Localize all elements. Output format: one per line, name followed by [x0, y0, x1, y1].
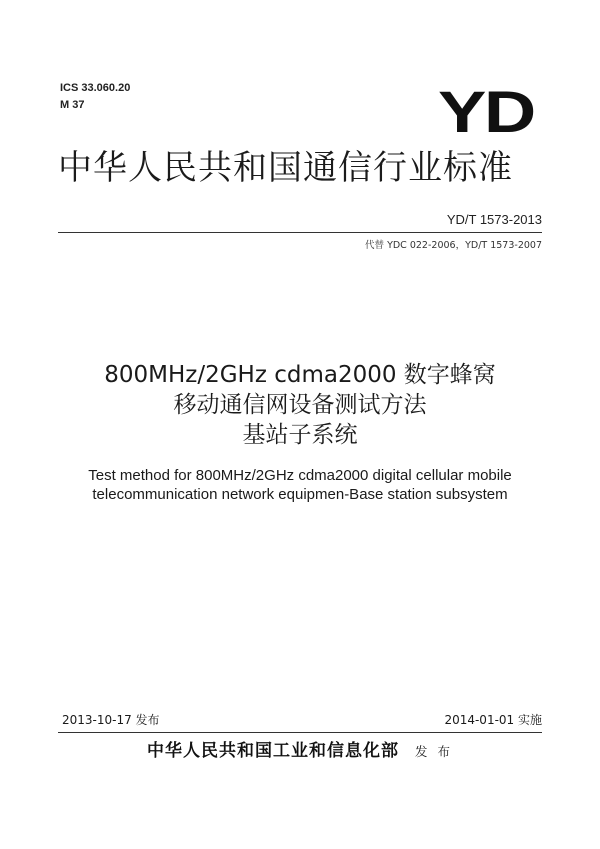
organization-title: 中华人民共和国通信行业标准 — [58, 148, 513, 188]
yd-logo: YD — [438, 80, 534, 145]
chinese-title-line-3: 基站子系统 — [242, 422, 358, 448]
chinese-title-line-2: 移动通信网设备测试方法 — [173, 392, 427, 418]
ccs-code: M 37 — [60, 99, 85, 111]
top-divider — [58, 232, 542, 233]
chinese-title — [0, 360, 600, 450]
standard-number: YD/T 1573-2013 — [446, 212, 542, 227]
chinese-title-line-1: 800MHz/2GHz cdma2000 数字蜂窝 — [104, 362, 496, 388]
english-title-line-1: Test method for 800MHz/2GHz cdma2000 digital cellular mobile — [88, 467, 512, 484]
bottom-divider — [58, 732, 542, 733]
implementation-date: 2014-01-01 实施 — [444, 713, 542, 727]
publish-verb: 发 布 — [415, 744, 453, 759]
classification-codes — [60, 80, 130, 114]
english-title-line-2: telecommunication network equipmen-Base station subsystem — [92, 486, 508, 503]
issue-date: 2013-10-17 发布 — [62, 713, 160, 727]
publisher-row — [0, 740, 600, 763]
english-title — [0, 466, 600, 504]
publisher-name: 中华人民共和国工业和信息化部 — [147, 741, 399, 761]
ics-code: ICS 33.060.20 — [60, 82, 131, 94]
replaces-standards: 代替 YDC 022-2006，YD/T 1573-2007 — [365, 240, 542, 251]
